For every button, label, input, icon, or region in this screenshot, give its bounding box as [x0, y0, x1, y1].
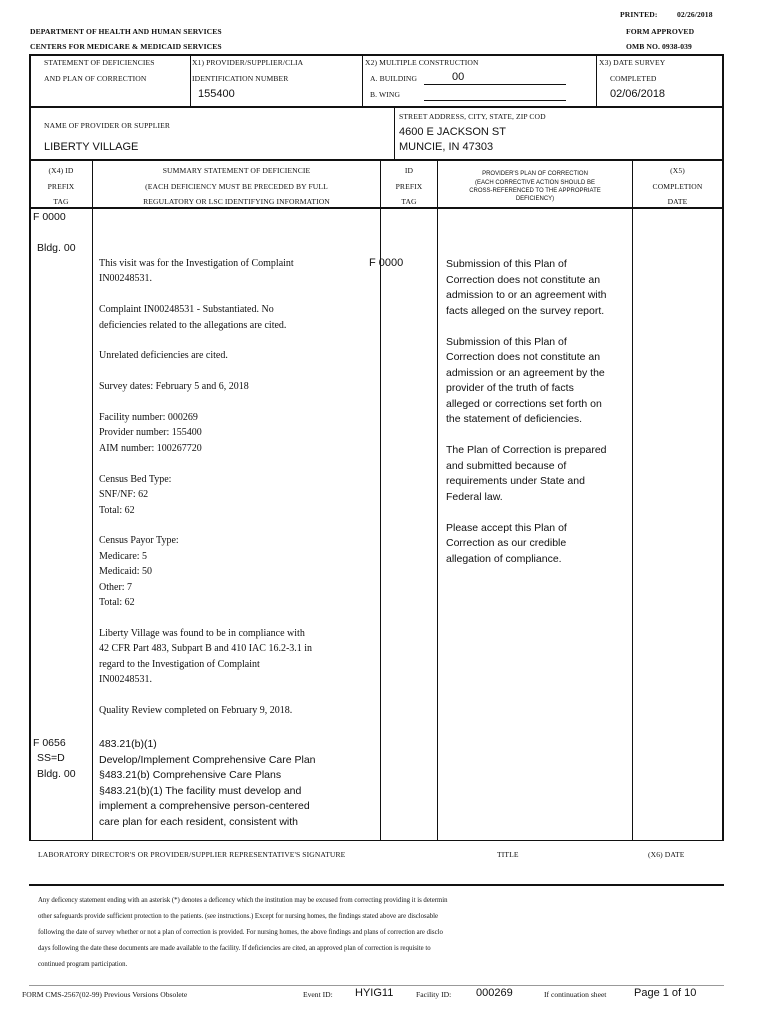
- building-value: 00: [452, 71, 465, 83]
- summary-line: Census Payor Type:: [99, 535, 179, 547]
- disclaimer-line: days following the date these documents are made available to the facility. If deficiencies are cited, an approved plan of correction is requisite to: [38, 945, 431, 952]
- plan-line: Federal law.: [446, 490, 503, 503]
- provider-name-label: NAME OF PROVIDER OR SUPPLIER: [44, 121, 171, 130]
- summary-line: Complaint IN00248531 - Substantiated. No: [99, 304, 274, 316]
- col5-header-1: (X5): [670, 166, 685, 175]
- plan-line: Correction does not constitute an: [446, 273, 601, 286]
- signature-divider: [29, 884, 724, 886]
- building-underline: [424, 84, 566, 85]
- right-border: [722, 54, 724, 841]
- summary-line: Unrelated deficiencies are cited.: [99, 350, 228, 362]
- summary-line: regard to the Investigation of Complaint: [99, 658, 260, 670]
- disclaimer: [38, 893, 448, 973]
- date-survey-value: 02/06/2018: [610, 88, 666, 100]
- summary-line: Total: 62: [99, 504, 135, 516]
- col2-header-2: (EACH DEFICIENCY MUST BE PRECEDED BY FULL: [145, 182, 328, 191]
- title-label: TITLE: [497, 850, 519, 859]
- provider-name-value: LIBERTY VILLAGE: [44, 141, 139, 153]
- event-id-value: HYIG11: [355, 987, 394, 999]
- summary-line: [99, 395, 312, 410]
- plan-line: Please accept this Plan of: [446, 521, 567, 534]
- summary-line: [99, 364, 312, 379]
- summary-line: Facility number: 000269: [99, 412, 198, 424]
- summary-line: AIM number: 100267720: [99, 442, 202, 454]
- tag-f0000: F 0000: [33, 211, 66, 223]
- address-line-1: 4600 E JACKSON ST: [399, 126, 506, 138]
- col2-header-3: REGULATORY OR LSC IDENTIFYING INFORMATION: [143, 197, 330, 206]
- date-survey-label-2: COMPLETED: [610, 74, 657, 83]
- summary-line: Quality Review completed on February 9, 2018.: [99, 704, 293, 716]
- summary-line: This visit was for the Investigation of Complaint: [99, 258, 294, 269]
- summary-line: Medicaid: 50: [99, 566, 153, 578]
- col5-header-2: COMPLETION: [652, 182, 703, 191]
- col1-header-2: PREFIX: [47, 182, 75, 191]
- col4-header-4: DEFICIENCY): [515, 196, 555, 202]
- summary-line: §483.21(b)(1) The facility must develop and: [99, 784, 302, 797]
- plan-line: The Plan of Correction is prepared: [446, 444, 607, 456]
- department-name: DEPARTMENT OF HEALTH AND HUMAN SERVICES: [30, 27, 222, 36]
- disclaimer-line: continued program participation.: [38, 961, 128, 968]
- col1-header-3: TAG: [53, 197, 69, 206]
- address-label: STREET ADDRESS, CITY, STATE, ZIP COD: [399, 112, 546, 121]
- bldg-00-second: Bldg. 00: [37, 768, 76, 780]
- plan-line: Submission of this Plan of: [446, 335, 567, 348]
- summary-line: Total: 62: [99, 596, 135, 608]
- plan-line: alleged or corrections set forth on: [446, 397, 602, 410]
- col3-header-1: ID: [404, 166, 414, 175]
- disclaimer-line: Any deficency statement ending with an asterisk (*) denotes a deficency which the institution may be excused from correcting providing it is determin: [38, 897, 448, 904]
- plan-line: admission to or an agreement with: [446, 289, 607, 301]
- bldg-00-first: Bldg. 00: [37, 242, 76, 254]
- summary-line: [99, 456, 312, 471]
- disclaimer-line: following the date of survey whether or not a plan of correction is provided. For nursing homes, the above findings and plans of correction are disclo: [38, 929, 443, 936]
- date-survey-label-1: X3) DATE SURVEY: [599, 58, 666, 67]
- statement-label-1: STATEMENT OF DEFICIENCIES: [44, 58, 155, 67]
- summary-line: SNF/NF: 62: [99, 489, 149, 501]
- plan-line: facts alleged on the survey report.: [446, 304, 605, 317]
- centers-name: CENTERS FOR MEDICARE & MEDICAID SERVICES: [30, 42, 222, 51]
- disclaimer-line: other safeguards provide sufficient protection to the patients. (see instructions.) Except for nursing homes, the findings stated above are disclosable: [38, 913, 439, 920]
- summary-line: §483.21(b) Comprehensive Care Plans: [99, 769, 282, 781]
- plan-block: [446, 257, 607, 567]
- col4-header-3: CROSS-REFERENCED TO THE APPROPRIATE: [469, 188, 601, 194]
- summary-line: IN00248531.: [99, 673, 153, 685]
- summary-line: [99, 333, 312, 348]
- plan-line: provider of the truth of facts: [446, 382, 574, 394]
- plan-line: Correction does not constitute an: [446, 351, 601, 363]
- wing-underline: [424, 100, 566, 101]
- provider-id-label-1: X1) PROVIDER/SUPPLIER/CLIA: [192, 58, 304, 67]
- printed-date: 02/26/2018: [677, 10, 713, 19]
- page-number: Page 1 of 10: [634, 987, 697, 999]
- top-border: [29, 54, 724, 56]
- omb-number: OMB NO. 0938-039: [626, 42, 692, 51]
- provider-id-value: 155400: [198, 88, 235, 100]
- signature-label: LABORATORY DIRECTOR'S OR PROVIDER/SUPPLIER REPRESENTATIVE'S SIGNATURE: [38, 850, 346, 859]
- summary-line: Census Bed Type:: [99, 473, 172, 485]
- plan-line: the statement of deficiencies.: [446, 413, 582, 425]
- summary-line: IN00248531.: [99, 273, 153, 285]
- summary-line: Survey dates: February 5 and 6, 2018: [99, 381, 249, 393]
- summary-line: [99, 610, 312, 625]
- summary-line: [99, 687, 312, 702]
- col5-header-3: DATE: [667, 197, 688, 206]
- plan-line: admission or an agreement by the: [446, 366, 605, 379]
- summary-line: [99, 287, 312, 302]
- summary-line: 483.21(b)(1): [99, 738, 157, 750]
- plan-line: [446, 319, 607, 335]
- col3-header-2: PREFIX: [395, 182, 423, 191]
- date-label: (X6) DATE: [648, 850, 685, 859]
- summary-line: Medicare: 5: [99, 550, 148, 562]
- wing-label: B. WING: [370, 90, 401, 99]
- building-label: A. BUILDING: [370, 74, 418, 83]
- plan-line: and submitted because of: [446, 459, 567, 472]
- summary-line: 42 CFR Part 483, Subpart B and 410 IAC 16.2-3.1 in: [99, 643, 313, 655]
- col3-header-3: TAG: [401, 197, 417, 206]
- facility-id-value: 000269: [476, 987, 513, 999]
- scope-severity: SS=D: [37, 752, 65, 764]
- col2-header-1: SUMMARY STATEMENT OF DEFICIENCIE: [162, 166, 311, 175]
- summary-block-1: [99, 256, 312, 718]
- plan-line: allegation of compliance.: [446, 552, 562, 565]
- plan-line: Correction as our credible: [446, 537, 567, 549]
- provider-id-label-2: IDENTIFICATION NUMBER: [192, 74, 289, 83]
- summary-line: deficiencies related to the allegations are cited.: [99, 319, 287, 331]
- tag-f0656: F 0656: [33, 737, 66, 749]
- statement-label-2: AND PLAN OF CORRECTION: [44, 74, 147, 83]
- form-approved: FORM APPROVED: [626, 27, 695, 36]
- summary-line: implement a comprehensive person-centered: [99, 800, 310, 812]
- footer-divider: [29, 985, 724, 986]
- continuation-label: If continuation sheet: [544, 990, 607, 999]
- event-id-label: Event ID:: [303, 990, 333, 999]
- summary-line: Provider number: 155400: [99, 427, 202, 439]
- plan-tag-f0000: F 0000: [369, 257, 404, 269]
- plan-line: Submission of this Plan of: [446, 258, 567, 270]
- multiple-construction-label: X2) MULTIPLE CONSTRUCTION: [365, 58, 479, 67]
- plan-line: requirements under State and: [446, 475, 585, 487]
- form-number: FORM CMS-2567(02-99) Previous Versions Obsolete: [22, 990, 188, 999]
- summary-line: Develop/Implement Comprehensive Care Plan: [99, 753, 316, 766]
- facility-id-label: Facility ID:: [416, 990, 452, 999]
- printed-label: PRINTED:: [620, 10, 658, 19]
- plan-line: [446, 505, 607, 521]
- col4-header-1: PROVIDER'S PLAN OF CORRECTION: [482, 171, 588, 177]
- summary-block-2: [99, 737, 316, 830]
- summary-line: care plan for each resident, consistent with: [99, 815, 299, 828]
- col4-header-2: (EACH CORRECTIVE ACTION SHOULD BE: [474, 180, 596, 186]
- address-line-2: MUNCIE, IN 47303: [399, 141, 494, 153]
- summary-line: Other: 7: [99, 581, 133, 593]
- summary-line: Liberty Village was found to be in compliance with: [99, 627, 305, 639]
- plan-line: [446, 428, 607, 444]
- summary-line: [99, 518, 312, 533]
- col1-header-1: (X4) ID: [48, 166, 74, 175]
